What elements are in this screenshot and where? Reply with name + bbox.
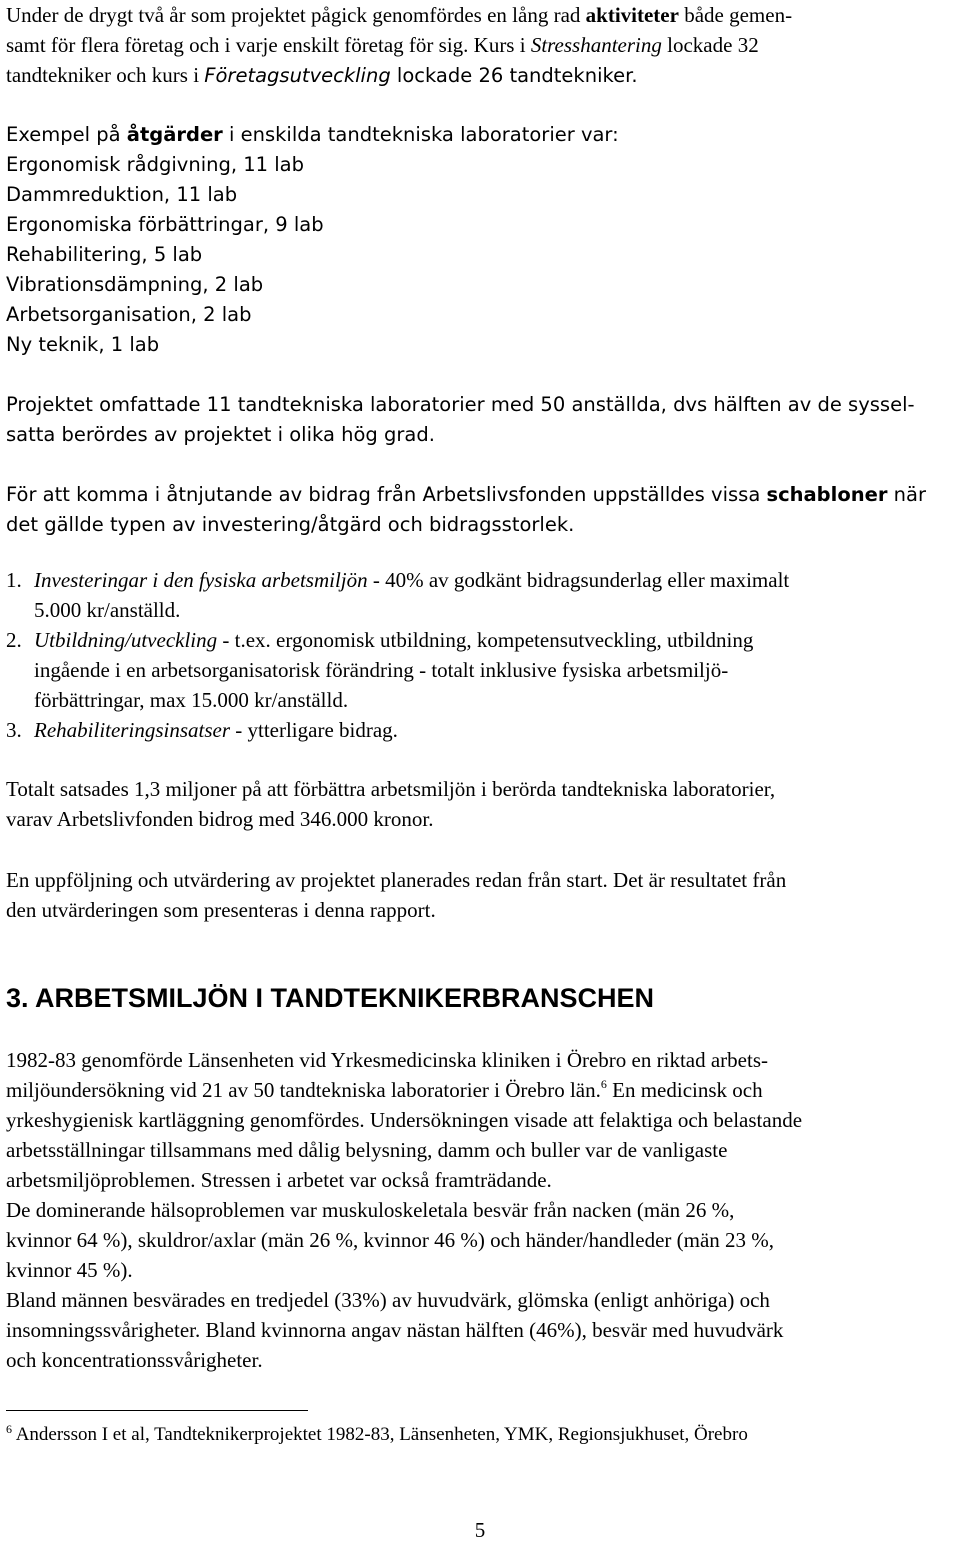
- templates-bold-term: schabloner: [766, 483, 888, 506]
- section-line: och koncentrationssvårigheter.: [6, 1348, 263, 1372]
- section-line: De dominerande hälsoproblemen var muskuloskeletala besvär från nacken (män 26 %,: [6, 1198, 735, 1222]
- section-line: Bland männen besvärades en tredjedel (33%) av huvudvärk, glömska (enligt anhöriga) och: [6, 1288, 770, 1312]
- intro-text: lockade 26 tandtekniker.: [390, 64, 638, 87]
- list-item: [6, 715, 956, 745]
- measure-item: Dammreduktion, 11 lab: [6, 183, 238, 206]
- intro-bold-term: aktiviteter: [585, 3, 679, 27]
- footnote-marker: 6: [6, 1422, 12, 1436]
- footnote-text: Andersson I et al, Tandteknikerprojektet 1982-83, Länsenheten, YMK, Regionsjukhuset, Örebro: [12, 1424, 748, 1445]
- list-item: [6, 565, 956, 625]
- measures-bold-term: åtgärder: [126, 123, 223, 146]
- measures-lead: i enskilda tandtekniska laboratorier var:: [222, 123, 619, 146]
- total-line: Totalt satsades 1,3 miljoner på att förbättra arbetsmiljön i berörda tandtekniska laboratorier,: [6, 777, 776, 801]
- section-line: kvinnor 45 %).: [6, 1258, 133, 1282]
- intro-text: samt för flera företag och i varje enskilt företag för sig. Kurs i: [6, 33, 531, 57]
- section-line: arbetsmiljöproblemen. Stressen i arbetet var också framträdande.: [6, 1168, 552, 1192]
- list-number: 3.: [6, 718, 22, 742]
- measure-item: Ergonomiska förbättringar, 9 lab: [6, 213, 324, 236]
- total-paragraph: [6, 774, 956, 834]
- footnote: [6, 1422, 956, 1448]
- intro-italic-term: Stresshantering: [530, 33, 662, 57]
- list-item-title: Rehabiliteringsinsatser: [34, 718, 230, 742]
- measure-item: Ny teknik, 1 lab: [6, 333, 160, 356]
- list-item-text: - t.ex. ergonomisk utbildning, kompetensutveckling, utbildning: [217, 628, 754, 652]
- scope-line: Projektet omfattade 11 tandtekniska laboratorier med 50 anställda, dvs hälften av de syssel-: [6, 393, 915, 416]
- section-text: miljöundersökning vid 21 av 50 tandtekniska laboratorier i Örebro län.: [6, 1078, 601, 1102]
- list-item-text: 5.000 kr/anställd.: [34, 598, 181, 622]
- list-item-title: Investeringar i den fysiska arbetsmiljön: [34, 568, 368, 592]
- section-line: yrkeshygienisk kartläggning genomfördes. Undersökningen visade att felaktiga och belastande: [6, 1108, 803, 1132]
- templates-text: det gällde typen av investering/åtgärd och bidragsstorlek.: [6, 513, 575, 536]
- intro-text: Under de drygt två år som projektet pågick genomfördes en lång rad: [6, 3, 586, 27]
- followup-line: En uppföljning och utvärdering av projektet planerades redan från start. Det är resultatet från: [6, 868, 787, 892]
- list-item-text: ingående i en arbetsorganisatorisk förändring - totalt inklusive fysiska arbetsmiljö-: [34, 658, 729, 682]
- measures-block: [6, 120, 956, 360]
- list-item-text: - ytterligare bidrag.: [230, 718, 398, 742]
- measure-item: Arbetsorganisation, 2 lab: [6, 303, 252, 326]
- list-item-title: Utbildning/utveckling: [34, 628, 218, 652]
- measure-item: Ergonomisk rådgivning, 11 lab: [6, 153, 305, 176]
- list-item: [6, 625, 956, 715]
- followup-line: den utvärderingen som presenteras i denna rapport.: [6, 898, 436, 922]
- footnote-reference[interactable]: 6: [600, 1077, 607, 1091]
- list-item-text: förbättringar, max 15.000 kr/anställd.: [34, 688, 349, 712]
- list-item-text: - 40% av godkänt bidragsunderlag eller maximalt: [367, 568, 790, 592]
- templates-list: [6, 565, 956, 745]
- scope-paragraph: [6, 390, 956, 450]
- templates-text: när: [887, 483, 926, 506]
- intro-text: tandtekniker och kurs i: [6, 63, 205, 87]
- total-line: varav Arbetslivfonden bidrog med 346.000 kronor.: [6, 807, 434, 831]
- intro-italic-term: Företagsutveckling: [204, 64, 391, 87]
- section-line: 1982-83 genomförde Länsenheten vid Yrkesmedicinska kliniken i Örebro en riktad arbets-: [6, 1048, 768, 1072]
- section-line: arbetsställningar tillsammans med dålig belysning, damm och buller var de vanligaste: [6, 1138, 728, 1162]
- intro-text: lockade 32: [661, 33, 759, 57]
- followup-paragraph: [6, 865, 956, 925]
- section-line: kvinnor 64 %), skuldror/axlar (män 26 %, kvinnor 46 %) och händer/handleder (män 23 %,: [6, 1228, 775, 1252]
- measure-item: Vibrationsdämpning, 2 lab: [6, 273, 264, 296]
- section-heading: 3. ARBETSMILJÖN I TANDTEKNIKERBRANSCHEN: [6, 983, 655, 1013]
- intro-text: både gemen-: [678, 3, 793, 27]
- footnote-divider: [6, 1410, 308, 1411]
- page-number: 5: [474, 1518, 486, 1542]
- templates-lead: [6, 480, 956, 540]
- list-number: 1.: [6, 568, 22, 592]
- intro-paragraph: [6, 0, 956, 91]
- measures-lead: Exempel på: [6, 123, 127, 146]
- measure-item: Rehabilitering, 5 lab: [6, 243, 203, 266]
- section-paragraph: [6, 1045, 956, 1375]
- section-text: En medicinsk och: [606, 1078, 763, 1102]
- section-line: insomningssvårigheter. Bland kvinnorna angav nästan hälften (46%), besvär med huvudvärk: [6, 1318, 784, 1342]
- list-number: 2.: [6, 628, 22, 652]
- templates-text: För att komma i åtnjutande av bidrag från Arbetslivsfonden uppställdes vissa: [6, 483, 767, 506]
- scope-line: satta berördes av projektet i olika hög grad.: [6, 423, 435, 446]
